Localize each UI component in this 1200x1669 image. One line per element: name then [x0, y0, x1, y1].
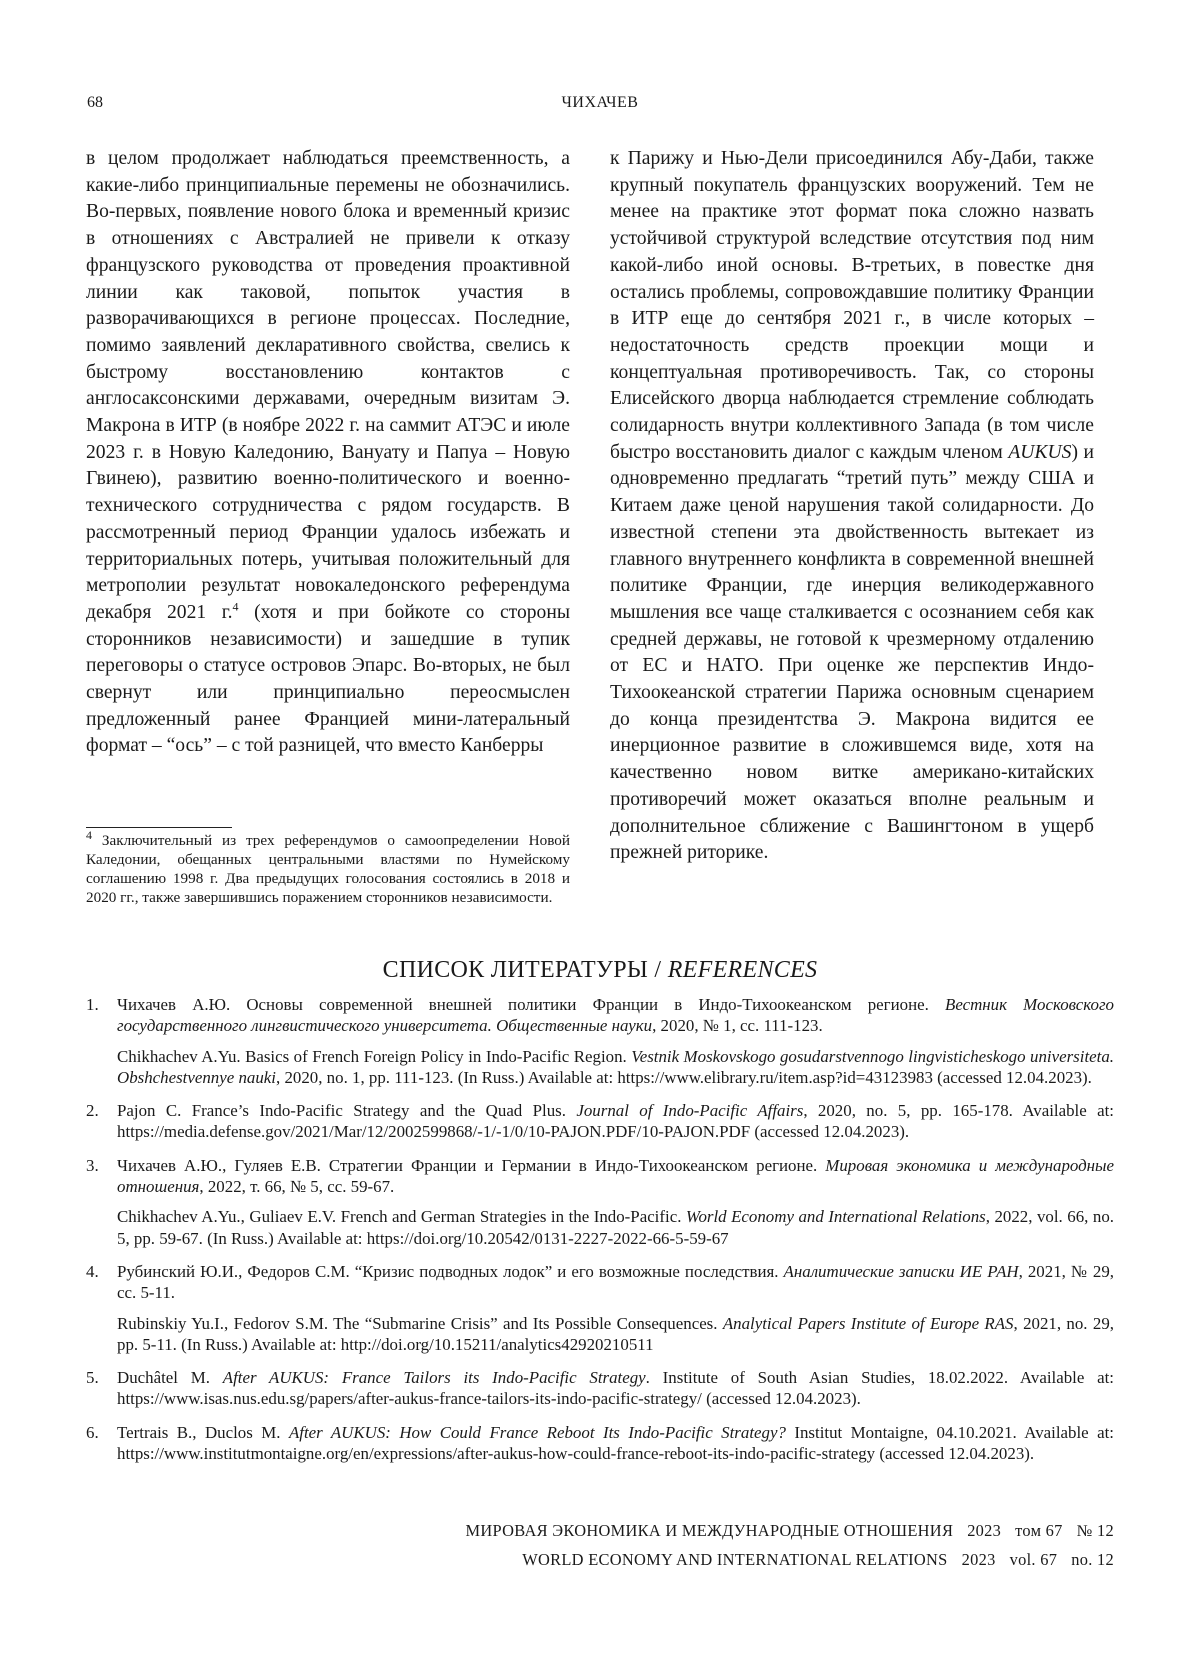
- reference-en: [117, 1313, 1114, 1356]
- reference-number: 5.: [86, 1368, 99, 1388]
- reference-source: After AUKUS: How Could France Reboot Its Indo-Pacific Strategy?: [288, 1422, 786, 1442]
- reference-source: Вестник Московского государственного лингвистического университета. Общественные науки: [117, 995, 1114, 1036]
- reference-number: 3.: [86, 1155, 99, 1175]
- reference-item: [86, 1100, 1114, 1143]
- reference-number: 6.: [86, 1422, 99, 1442]
- reference-item: [86, 1422, 1114, 1465]
- reference-source: Мировая экономика и международные отношения: [117, 1155, 1114, 1197]
- reference-text: Чихачев А.Ю. Основы современной внешней политики Франции в Индо-Тихоокеанском регионе.: [117, 995, 945, 1014]
- reference-ru: [117, 1422, 1114, 1465]
- reference-ru: [117, 1367, 1114, 1410]
- footer-journal-en: [522, 1550, 1114, 1570]
- reference-text-link[interactable]: , 2021, no. 29, pp. 5-11. (In Russ.) Available at: http://doi.org/10.15211/analytics42920210511: [117, 1313, 1114, 1354]
- body-text: ) и одновременно предлагать “третий путь” между США и Китаем даже ценой нарушения такой солидарности. До известной степени эта двойственность вытекает из главного внутреннего конфликта в современной внешней политике Франции, где инерция великодержавного мышления все чаще сталкивается с осознанием себя как средней державы, не готовой к чрезмерному отдалению от ЕС и НАТО. При оценке же перспектив Индо-Тихоокеанской стратегии Парижа основным сценарием до конца президентства Э. Макрона видится ее инерционное развитие в сложившемся виде, хотя на качественно новом витке американо-китайских противоречий может оказаться вполне реальным и дополнительное сближение с Вашингтоном в ущерб прежней риторике.: [610, 441, 1094, 864]
- footer-year: 2023: [967, 1521, 1002, 1540]
- running-head: ЧИХАЧЕВ: [561, 94, 639, 111]
- footnote-reference[interactable]: 4: [232, 599, 239, 614]
- footer-volume: том 67: [1015, 1521, 1063, 1540]
- references-heading: [0, 957, 1200, 984]
- footnote-divider: [86, 827, 232, 828]
- reference-item: [86, 1261, 1114, 1355]
- reference-source: Analytical Papers Institute of Europe RAS: [722, 1313, 1014, 1333]
- footer-year: 2023: [961, 1550, 996, 1569]
- reference-number: 2.: [86, 1101, 99, 1121]
- reference-text-link[interactable]: Institut Montaigne, 04.10.2021. Available at: https://www.institutmontaigne.org/en/expressions/after-aukus-how-could-france-reboot-its-indo-pacific-strategy (accessed 12.04.2023).: [117, 1422, 1114, 1464]
- body-text: (хотя и при бойкоте со стороны сторонников независимости) и зашедшие в тупик переговоры о статусе островов Эпарс. Во-вторых, не был свернут или принципиально переосмыслен предложенный ранее Францией мини-латеральный формат – “ось” – с той разницей, что вместо Канберры: [86, 601, 571, 757]
- reference-number: 4.: [86, 1261, 99, 1281]
- footer-issue: № 12: [1076, 1521, 1114, 1540]
- reference-text: , 2022, т. 66, № 5, сс. 59-67.: [199, 1177, 395, 1197]
- reference-text: , 2020, № 1, сс. 111-123.: [652, 1016, 823, 1036]
- reference-ru: [117, 1155, 1114, 1198]
- reference-ru: [117, 1100, 1114, 1143]
- footer-journal-ru: [466, 1521, 1114, 1541]
- reference-source: After AUKUS: France Tailors its Indo-Pacific Strategy: [222, 1368, 646, 1388]
- reference-item: [86, 1367, 1114, 1410]
- footer-journal-title: МИРОВАЯ ЭКОНОМИКА И МЕЖДУНАРОДНЫЕ ОТНОШЕНИЯ: [465, 1521, 954, 1540]
- reference-source: Аналитические записки ИЕ РАН: [783, 1261, 1019, 1281]
- references-heading-ru: СПИСОК ЛИТЕРАТУРЫ /: [382, 957, 668, 983]
- reference-text: Pajon C. France’s Indo-Pacific Strategy and the Quad Plus.: [117, 1101, 577, 1121]
- footer-issue: no. 12: [1071, 1550, 1114, 1569]
- body-paragraph: [86, 146, 570, 760]
- reference-ru: [117, 1261, 1114, 1304]
- reference-en: [117, 1206, 1114, 1249]
- reference-text-link[interactable]: , 2022, vol. 66, no. 5, pp. 59-67. (In Russ.) Available at: https://doi.org/10.20542/0131-2227-2022-66-5-59-67: [117, 1207, 1114, 1248]
- reference-number: 1.: [86, 995, 99, 1014]
- reference-text: Chikhachev A.Yu. Basics of French Foreign Policy in Indo-Pacific Region.: [117, 1046, 632, 1066]
- footnote-number: 4: [86, 827, 92, 842]
- reference-text: Rubinskiy Yu.I., Fedorov S.M. The “Submarine Crisis” and Its Possible Consequences.: [117, 1313, 723, 1333]
- body-text: к Парижу и Нью-Дели присоединился Абу-Даби, также крупный покупатель французских вооружений. Тем не менее на практике этот формат пока сложно назвать устойчивой структурой вследствие отсутствия под ним какой-либо иной основы. В-третьих, в повестке дня остались проблемы, сопровождавшие политику Франции в ИТР еще до сентября 2021 г., в числе которых – недостаточность средств проекции мощи и концептуальная противоречивость. Так, со стороны Елисейского дворца наблюдается стремление соблюдать солидарность внутри коллективного Запада (в том числе быстро восстановить диалог с каждым членом: [610, 148, 1094, 463]
- reference-en: [117, 1046, 1114, 1089]
- footnote: [86, 827, 570, 908]
- reference-item: [86, 994, 1114, 1088]
- reference-text: Рубинский Ю.И., Федоров С.М. “Кризис подводных лодок” и его возможные последствия.: [117, 1261, 784, 1281]
- reference-text-link[interactable]: . Institute of South Asian Studies, 18.02.2022. Available at: https://www.isas.nus.edu.sg/papers/after-aukus-france-tailors-its-indo-pacific-strategy/ (accessed 12.04.2023).: [117, 1368, 1114, 1409]
- footer-volume: vol. 67: [1009, 1550, 1058, 1569]
- footnote-text: Заключительный из трех референдумов о самоопределении Новой Каледонии, обещанных центральными властями по Нумейскому соглашению 1998 г. Два предыдущих голосования состоялись в 2018 и 2020 гг., также завершившись поражением сторонников независимости.: [86, 832, 570, 906]
- references-heading-en: REFERENCES: [667, 957, 818, 983]
- reference-text: Chikhachev A.Yu., Guliaev E.V. French and German Strategies in the Indo-Pacific.: [117, 1207, 686, 1227]
- reference-text-link[interactable]: , 2020, no. 1, pp. 111-123. (In Russ.) Available at: https://www.elibrary.ru/item.asp?id=43123983 (accessed 12.04.2023).: [276, 1067, 1092, 1087]
- reference-source: Vestnik Moskovskogo gosudarstvennogo lingvisticheskogo universiteta. Obshchestvennye nauki: [117, 1046, 1114, 1087]
- body-column-left: [86, 146, 570, 760]
- reference-item: [86, 1155, 1114, 1249]
- footer-journal-title: WORLD ECONOMY AND INTERNATIONAL RELATIONS: [522, 1550, 948, 1569]
- reference-text: , 2021, № 29, сс. 5-11.: [117, 1261, 1115, 1303]
- body-text-italic: AUKUS: [1008, 441, 1072, 463]
- body-column-right: [610, 146, 1094, 867]
- page-number: 68: [87, 94, 103, 111]
- reference-text: Чихачев А.Ю., Гуляев Е.В. Стратегии Франции и Германии в Индо-Тихоокеанском регионе.: [117, 1155, 826, 1175]
- body-paragraph: [610, 146, 1094, 867]
- references-list: [86, 994, 1114, 1476]
- reference-ru: [117, 994, 1114, 1037]
- reference-source: World Economy and International Relations: [685, 1207, 986, 1227]
- reference-text: Duchâtel M.: [117, 1368, 223, 1388]
- reference-text-link[interactable]: , 2020, no. 5, pp. 165-178. Available at: https://media.defense.gov/2021/Mar/12/2002599868/-1/-1/0/10-PAJON.PDF/10-PAJON.PDF (accessed 12.04.2023).: [117, 1101, 1115, 1142]
- reference-text: Tertrais B., Duclos M.: [117, 1422, 289, 1442]
- reference-source: Journal of Indo-Pacific Affairs: [576, 1101, 804, 1121]
- body-text: в целом продолжает наблюдаться преемственность, а какие-либо принципиальные перемены не обозначились. Во-первых, появление нового блока и временный кризис в отношениях с Австралией не привели к отказу французского руководства от проведения проактивной линии как таковой, попыток участия в разворачивающихся в регионе процессах. Последние, помимо заявлений декларативного свойства, свелись к быстрому восстановлению контактов с англосаксонскими державами, очередным визитам Э. Макрона в ИТР (в ноябре 2022 г. на саммит АТЭС и июле 2023 г. в Новую Каледонию, Вануату и Папуа – Новую Гвинею), развитию военно-политического и военно-технического сотрудничества с рядом государств. В рассмотренный период Франции удалось избежать и территориальных потерь, учитывая положительный для метрополии результат новокаледонского референдума декабря 2021 г.: [86, 148, 570, 623]
